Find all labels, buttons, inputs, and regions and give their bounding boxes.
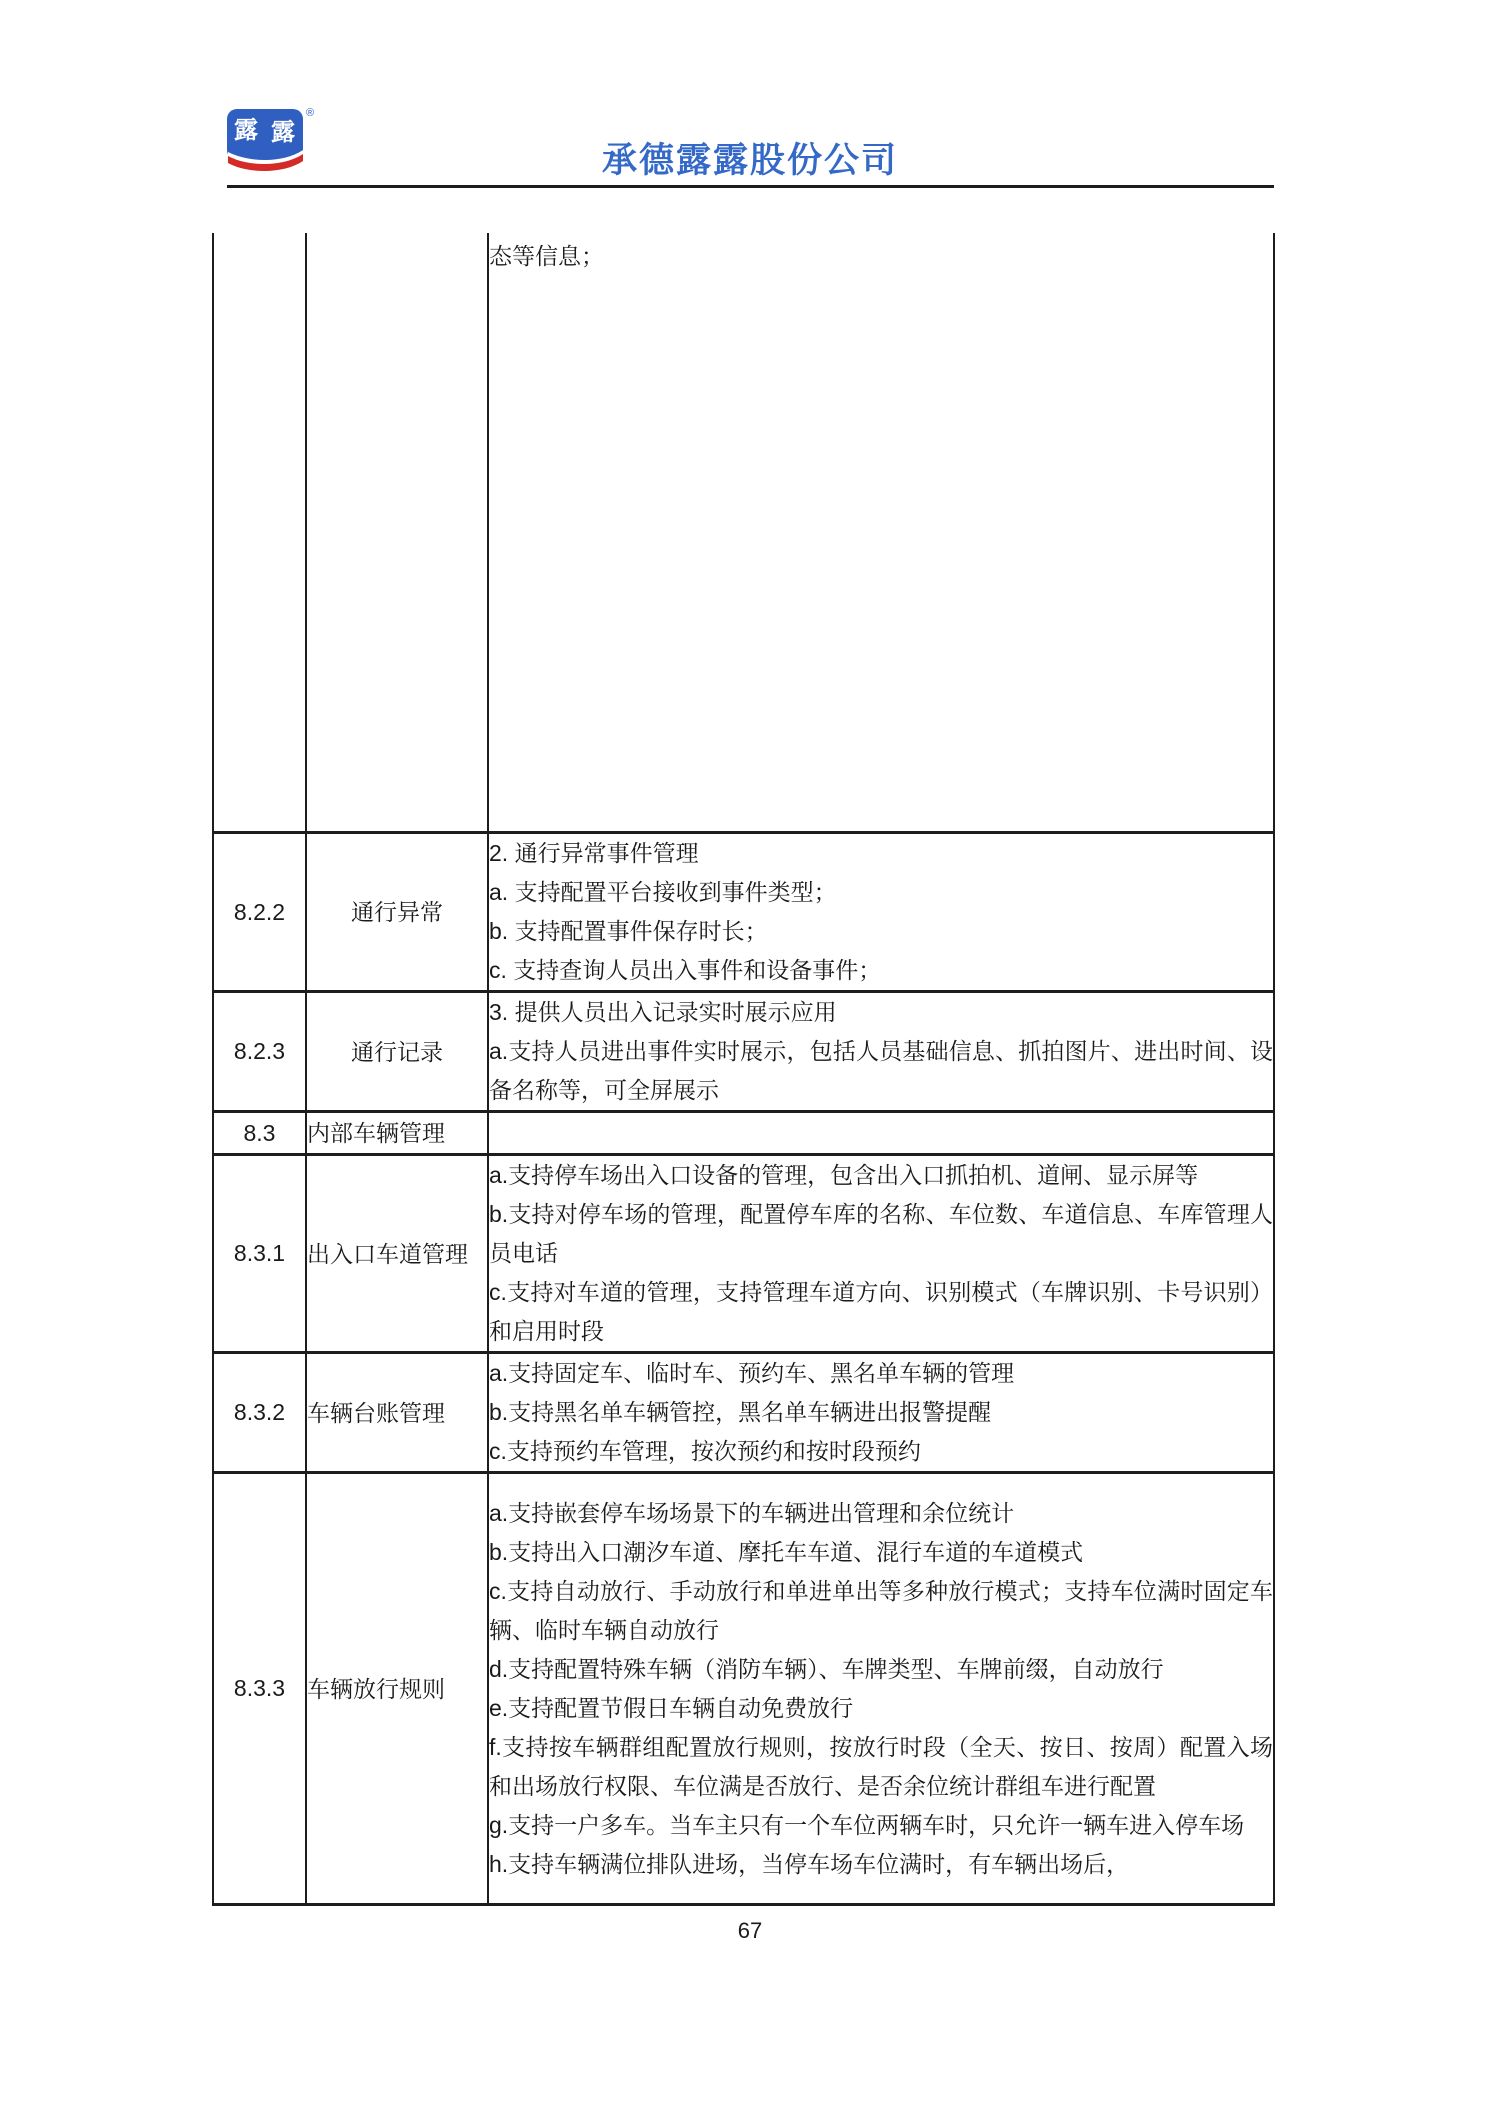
table-row	[213, 833, 1274, 992]
row-label-cell: 通行记录	[306, 992, 488, 1112]
row-content-cell	[488, 992, 1274, 1112]
company-name-title: 承德露露股份公司	[601, 141, 898, 180]
row-label-cell	[306, 233, 488, 833]
row-label-cell: 车辆台账管理	[306, 1353, 488, 1473]
row-label-cell: 出入口车道管理	[306, 1155, 488, 1353]
table-row	[213, 233, 1274, 833]
spec-line: d.支持配置特殊车辆（消防车辆）、车牌类型、车牌前缀，自动放行	[489, 1655, 1164, 1682]
spec-line: a. 支持配置平台接收到事件类型；	[489, 879, 837, 905]
spec-line: b.支持出入口潮汐车道、摩托车车道、混行车道的车道模式	[489, 1538, 1084, 1565]
header-divider	[227, 185, 1274, 188]
row-content-cell	[488, 1353, 1274, 1473]
requirements-table	[212, 233, 1275, 1906]
row-content-cell	[488, 1473, 1274, 1905]
row-label-cell: 内部车辆管理	[306, 1112, 488, 1155]
spec-line: c.支持自动放行、手动放行和单进单出等多种放行模式；支持车位满时固定车辆、临时车辆自动放行	[489, 1577, 1273, 1643]
spec-line: g.支持一户多车。当车主只有一个车位两辆车时，只允许一辆车进入停车场	[489, 1811, 1245, 1838]
logo-char-right: 露	[271, 119, 295, 146]
spec-line: c.支持对车道的管理，支持管理车道方向、识别模式（车牌识别、卡号识别）和启用时段	[489, 1279, 1273, 1344]
row-id-cell	[213, 233, 306, 833]
spec-line: 2. 通行异常事件管理	[489, 840, 699, 866]
spec-line: a.支持人员进出事件实时展示，包括人员基础信息、抓拍图片、进出时间、设备名称等，可全屏展示	[489, 1038, 1273, 1103]
row-id-cell: 8.2.2	[213, 833, 306, 992]
requirements-table-container	[212, 233, 1275, 1906]
table-row	[213, 992, 1274, 1112]
spec-line: c. 支持查询人员出入事件和设备事件；	[489, 957, 882, 983]
row-id-cell: 8.3	[213, 1112, 306, 1155]
table-row	[213, 1155, 1274, 1353]
spec-line: a.支持嵌套停车场场景下的车辆进出管理和余位统计	[489, 1499, 1015, 1526]
row-id-cell: 8.3.3	[213, 1473, 306, 1905]
spec-line: h.支持车辆满位排队进场，当停车场车位满时，有车辆出场后，	[489, 1850, 1130, 1877]
spec-line: a.支持停车场出入口设备的管理，包含出入口抓拍机、道闸、显示屏等	[489, 1162, 1199, 1188]
spec-line: 3. 提供人员出入记录实时展示应用	[489, 999, 837, 1025]
row-id-cell: 8.3.2	[213, 1353, 306, 1473]
row-content-cell	[488, 1155, 1274, 1353]
spec-line: b.支持对停车场的管理，配置停车库的名称、车位数、车道信息、车库管理人员电话	[489, 1201, 1273, 1266]
page-number: 67	[737, 1918, 763, 1943]
table-row	[213, 1112, 1274, 1155]
row-label-cell: 车辆放行规则	[306, 1473, 488, 1905]
row-content-cell	[488, 833, 1274, 992]
spec-line: e.支持配置节假日车辆自动免费放行	[489, 1694, 854, 1721]
row-content-cell	[488, 1112, 1274, 1155]
table-row	[213, 1473, 1274, 1905]
table-row	[213, 1353, 1274, 1473]
registered-trademark-icon: ®	[306, 107, 315, 119]
row-label-cell: 通行异常	[306, 833, 488, 992]
row-id-cell: 8.3.1	[213, 1155, 306, 1353]
spec-line: a.支持固定车、临时车、预约车、黑名单车辆的管理	[489, 1360, 1015, 1386]
row-id-cell: 8.2.3	[213, 992, 306, 1112]
logo-char-left: 露	[234, 117, 258, 144]
spec-line: f.支持按车辆群组配置放行规则，按放行时段（全天、按日、按周）配置入场和出场放行权限、车位满是否放行、是否余位统计群组车进行配置	[489, 1733, 1273, 1799]
spec-line: b. 支持配置事件保存时长；	[489, 918, 768, 944]
spec-line: b.支持黑名单车辆管控，黑名单车辆进出报警提醒	[489, 1399, 992, 1425]
spec-line: c.支持预约车管理，按次预约和按时段预约	[489, 1438, 921, 1464]
spec-line: 态等信息；	[489, 243, 604, 269]
row-content-cell	[488, 233, 1274, 833]
